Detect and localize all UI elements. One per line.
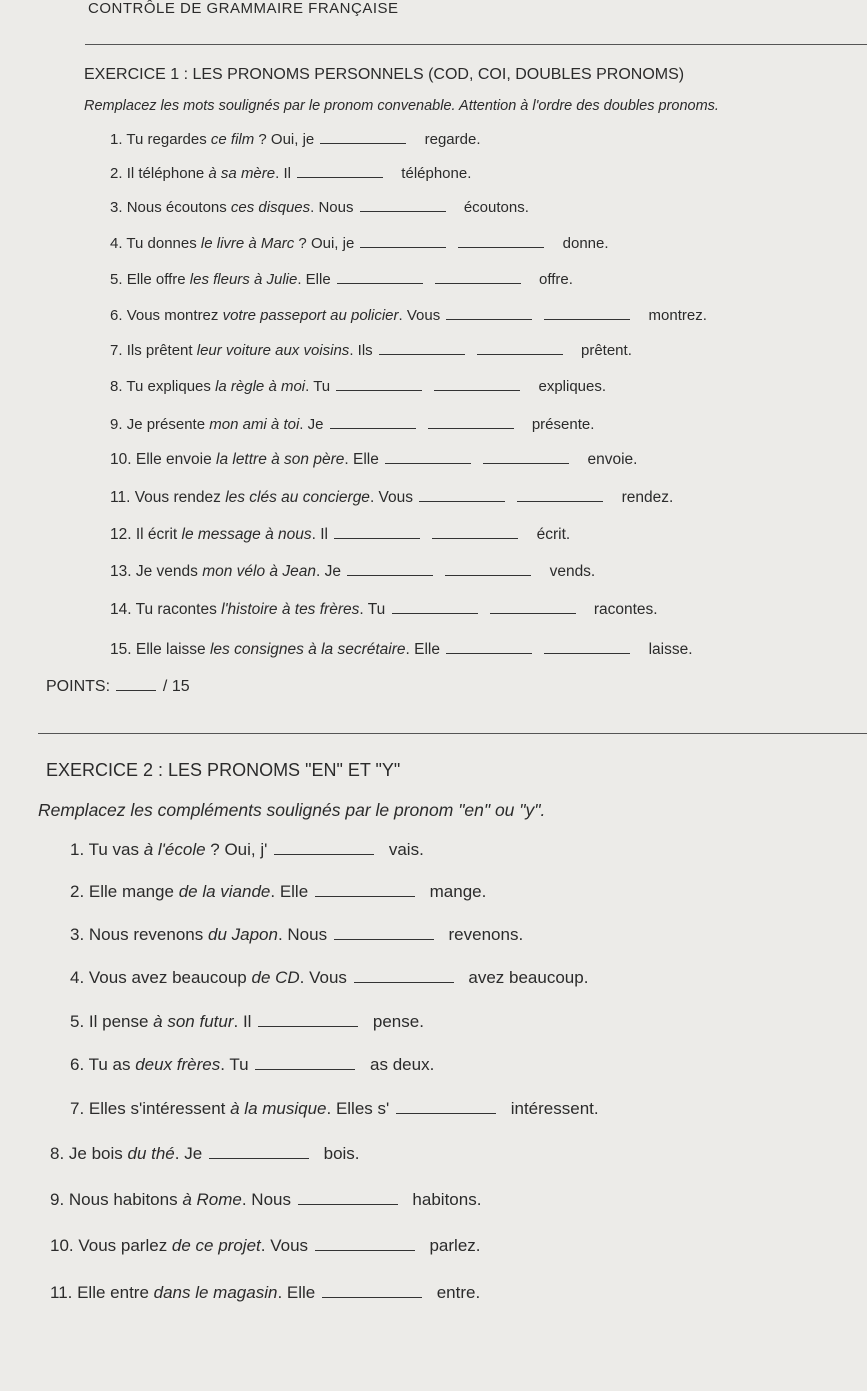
answer-blank[interactable] [544,318,630,320]
item-number: 4. [70,968,89,987]
item-text: . Ils [349,342,377,359]
answer-blank[interactable] [517,500,603,502]
item-emphasis: à sa mère [208,165,276,182]
item-text: regarde. [420,131,481,148]
exercise1-item [110,378,606,395]
item-text: . Vous [260,1236,313,1255]
answer-blank[interactable] [490,612,576,614]
item-emphasis: les clés au concierge [225,489,370,506]
item-text: . Il [233,1012,257,1031]
item-text: vends. [545,563,596,580]
answer-blank[interactable] [544,652,630,654]
item-emphasis: ces disques [230,199,311,216]
item-text: Elle offre [126,271,190,288]
item-text: . Je [174,1144,207,1163]
item-text: offre. [534,271,573,288]
item-text: Elle laisse [135,641,210,658]
item-text: Je bois [68,1144,128,1163]
middle-divider [38,733,867,734]
item-number: 5. [70,1012,89,1031]
exercise1-item [110,601,658,619]
exercise1-item [110,165,471,182]
item-emphasis: le livre à Marc [200,235,295,252]
item-text: Elle mange [88,882,179,901]
exercise2-item [70,968,588,988]
item-text: Tu vas [88,840,144,859]
answer-blank[interactable] [446,652,532,654]
points-line [46,678,190,696]
exercise2-item [50,1236,481,1256]
item-number: 4. [110,235,127,252]
item-number: 7. [70,1099,89,1118]
item-text: . Tu [220,1055,254,1074]
answer-blank[interactable] [360,246,446,248]
exercise1-instruction: Remplacez les mots soulignés par le pronom convenable. Attention à l'ordre des doubles pronoms. [84,98,719,114]
item-emphasis: de CD [251,968,300,987]
item-emphasis: ce film [210,131,255,148]
item-text: mange. [424,882,487,901]
item-text: expliques. [534,378,607,395]
answer-blank[interactable] [320,142,406,144]
answer-blank[interactable] [336,389,422,391]
item-text: Tu donnes [126,235,201,252]
item-text: donne. [558,235,609,252]
answer-blank[interactable] [258,1025,358,1027]
item-number: 9. [110,416,127,433]
item-text: montrez. [644,307,707,324]
answer-blank[interactable] [385,462,471,464]
answer-blank[interactable] [315,895,415,897]
exercise2-item [70,1099,599,1119]
answer-blank[interactable] [347,574,433,576]
item-number: 15. [110,641,136,658]
answer-blank[interactable] [354,981,454,983]
item-text: Tu racontes [135,601,222,618]
item-text: Vous montrez [126,307,223,324]
exercise1-item [110,416,594,433]
answer-blank[interactable] [396,1112,496,1114]
exercise2-item [50,1190,481,1210]
item-text: prêtent. [576,342,632,359]
exercise1-item [110,199,529,216]
exercise1-item [110,235,609,252]
item-text: . Je [299,416,328,433]
item-text: Nous écoutons [126,199,231,216]
exercise1-item [110,489,673,507]
answer-blank[interactable] [322,1296,422,1298]
item-number: 11. [110,489,135,506]
item-emphasis: à l'école [143,840,206,859]
answer-blank[interactable] [477,353,563,355]
item-emphasis: du Japon [207,925,278,944]
answer-blank[interactable] [445,574,531,576]
answer-blank[interactable] [392,612,478,614]
item-number: 13. [110,563,136,580]
item-text: . Vous [398,307,445,324]
item-text: . Elle [297,271,335,288]
item-text: habitons. [407,1190,482,1209]
item-text: Il écrit [135,526,182,543]
item-text: Nous habitons [68,1190,183,1209]
exercise1-heading: EXERCICE 1 : LES PRONOMS PERSONNELS (COD, COI, DOUBLES PRONOMS) [84,66,685,83]
item-text: Elles s'intéressent [88,1099,231,1118]
answer-blank[interactable] [428,427,514,429]
item-number: 9. [50,1190,69,1209]
item-text: Il téléphone [126,165,209,182]
answer-blank[interactable] [334,537,420,539]
answer-blank[interactable] [360,210,446,212]
item-text: laisse. [644,641,693,658]
item-number: 10. [50,1236,79,1255]
item-number: 1. [70,840,89,859]
item-text: . Tu [359,601,390,618]
exercise1-item [110,307,707,324]
item-emphasis: de ce projet [171,1236,261,1255]
item-number: 1. [110,131,127,148]
item-text: . Elle [405,641,445,658]
item-number: 11. [50,1283,78,1302]
answer-blank[interactable] [458,246,544,248]
item-number: 5. [110,271,127,288]
exercise1-item [110,451,637,469]
item-text: revenons. [443,925,524,944]
item-number: 14. [110,601,136,618]
item-emphasis: la lettre à son père [216,451,345,468]
exercise1-item [110,563,595,581]
item-text: as deux. [365,1055,435,1074]
answer-blank[interactable] [435,282,521,284]
item-text: . Elles s' [326,1099,394,1118]
item-emphasis: la règle à moi [215,378,306,395]
item-text: intéressent. [506,1099,599,1118]
item-number: 8. [110,378,127,395]
exercise2-heading: EXERCICE 2 : LES PRONOMS "EN" ET "Y" [46,760,401,780]
item-text: écoutons. [459,199,529,216]
item-text: . Elle [277,1283,320,1302]
exercise2-item [70,882,486,902]
answer-blank[interactable] [379,353,465,355]
item-text: . Tu [305,378,335,395]
item-text: . Nous [310,199,358,216]
points-label: POINTS: [46,678,111,695]
item-text: Il pense [88,1012,154,1031]
item-emphasis: du thé [127,1144,175,1163]
item-emphasis: mon ami à toi [209,416,300,433]
item-text: Je présente [126,416,210,433]
item-text: ? Oui, je [294,235,359,252]
exercise2-instruction: Remplacez les compléments soulignés par le pronom "en" ou "y". [38,800,546,820]
item-text: ? Oui, je [254,131,319,148]
item-text: Vous avez beaucoup [88,968,252,987]
item-text: . Vous [299,968,352,987]
answer-blank[interactable] [330,427,416,429]
item-number: 12. [110,526,136,543]
item-text: Tu regardes [126,131,211,148]
item-number: 10. [110,451,136,468]
exercise1-item [110,342,632,359]
item-text: avez beaucoup. [463,968,589,987]
points-blank[interactable] [116,689,156,691]
item-number: 7. [110,342,127,359]
item-emphasis: deux frères [135,1055,221,1074]
exercise2-item [70,840,424,860]
item-text: . Il [311,526,333,543]
item-text: . Elle [270,882,313,901]
answer-blank[interactable] [446,318,532,320]
item-text: pense. [368,1012,424,1031]
item-text: Tu as [88,1055,136,1074]
item-emphasis: à la musique [230,1099,327,1118]
exercise1-item [110,526,570,544]
item-text: . Elle [344,451,384,468]
points-total: / 15 [162,678,190,695]
answer-blank[interactable] [315,1249,415,1251]
item-emphasis: à Rome [182,1190,242,1209]
item-text: . Il [275,165,296,182]
item-text: racontes. [589,601,658,618]
item-text: Elle entre [77,1283,154,1302]
item-text: Nous revenons [88,925,208,944]
answer-blank[interactable] [255,1068,355,1070]
item-number: 3. [110,199,127,216]
item-emphasis: de la viande [178,882,271,901]
item-emphasis: mon vélo à Jean [202,563,316,580]
item-number: 3. [70,925,89,944]
item-text: téléphone. [397,165,472,182]
item-text: Elle envoie [135,451,216,468]
item-emphasis: leur voiture aux voisins [196,342,350,359]
item-emphasis: votre passeport au policier [222,307,399,324]
exercise2-item [50,1144,360,1164]
item-emphasis: dans le magasin [153,1283,278,1302]
item-emphasis: les consignes à la secrétaire [209,641,406,658]
answer-blank[interactable] [209,1157,309,1159]
item-text: Tu expliques [126,378,216,395]
item-text: . Je [315,563,346,580]
item-emphasis: les fleurs à Julie [189,271,298,288]
item-emphasis: l'histoire à tes frères [221,601,360,618]
item-text: vais. [384,840,424,859]
exercise1-item [110,131,481,148]
item-text: ? Oui, j' [205,840,273,859]
top-divider [85,44,867,45]
item-number: 8. [50,1144,69,1163]
item-text: présente. [527,416,595,433]
item-emphasis: à son futur [153,1012,234,1031]
item-text: rendez. [617,489,674,506]
answer-blank[interactable] [337,282,423,284]
item-number: 2. [70,882,89,901]
exercise2-item [70,925,523,945]
item-number: 6. [110,307,127,324]
item-text: . Nous [277,925,332,944]
item-text: bois. [318,1144,360,1163]
answer-blank[interactable] [297,176,383,178]
answer-blank[interactable] [432,537,518,539]
exercise2-item [70,1055,434,1075]
item-text: Vous parlez [78,1236,172,1255]
exercise1-item [110,641,693,659]
item-text: envoie. [583,451,638,468]
answer-blank[interactable] [298,1203,398,1205]
item-emphasis: le message à nous [181,526,312,543]
exercise2-item [70,1012,424,1032]
item-text: parlez. [424,1236,481,1255]
item-text: entre. [431,1283,481,1302]
answer-blank[interactable] [274,853,374,855]
page-title: CONTRÔLE DE GRAMMAIRE FRANÇAISE [88,0,399,17]
item-number: 6. [70,1055,89,1074]
item-text: Je vends [135,563,203,580]
item-text: . Nous [241,1190,296,1209]
item-text: Ils prêtent [126,342,197,359]
item-text: . Vous [369,489,418,506]
item-text: écrit. [532,526,571,543]
answer-blank[interactable] [434,389,520,391]
answer-blank[interactable] [334,938,434,940]
answer-blank[interactable] [419,500,505,502]
exercise2-item [50,1283,480,1303]
item-number: 2. [110,165,127,182]
exercise1-item [110,271,573,288]
answer-blank[interactable] [483,462,569,464]
item-text: Vous rendez [134,489,226,506]
